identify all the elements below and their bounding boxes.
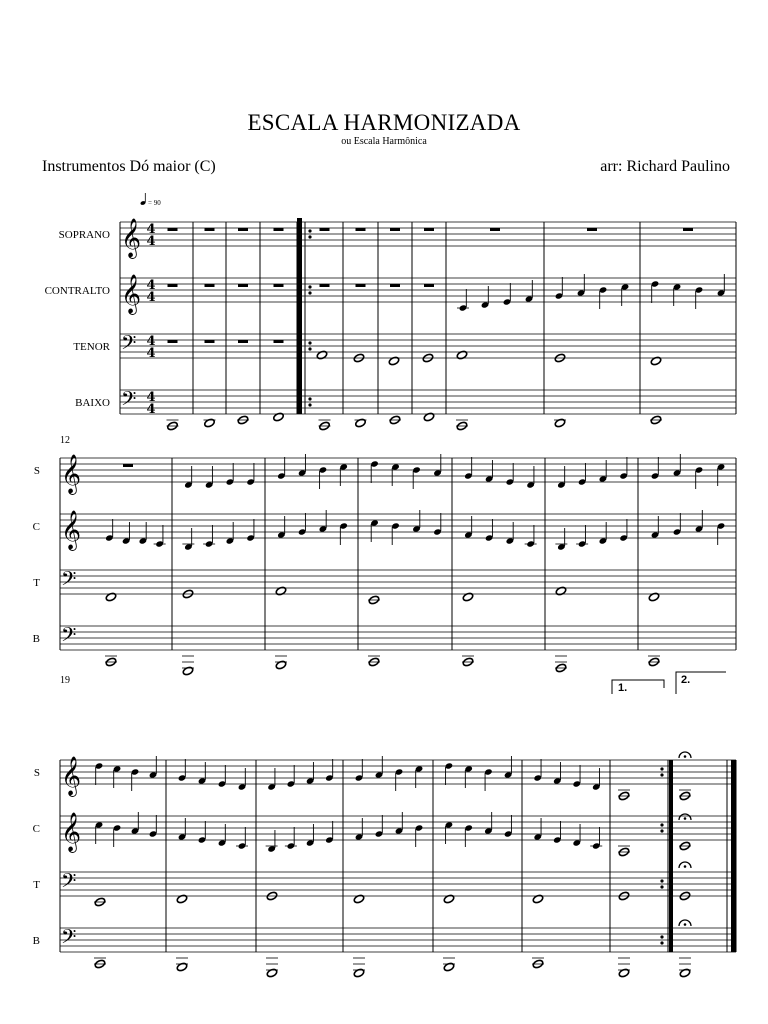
whole-rest xyxy=(390,284,400,287)
time-signature-denominator: 4 xyxy=(146,234,156,249)
whole-rest xyxy=(424,228,434,231)
whole-note xyxy=(443,894,455,904)
part-label: T xyxy=(33,577,40,589)
fermata-dot xyxy=(684,817,687,820)
whole-rest xyxy=(205,228,215,231)
whole-rest xyxy=(320,228,330,231)
treble-clef-icon: 𝄞 xyxy=(61,510,82,550)
part-label: BAIXO xyxy=(75,397,110,409)
time-signature-denominator: 4 xyxy=(146,346,156,361)
whole-note xyxy=(618,968,630,978)
repeat-start-thick-barline xyxy=(297,218,302,414)
repeat-dot xyxy=(660,885,663,888)
time-signature-numerator: 4 xyxy=(146,390,156,405)
bass-clef-icon: 𝄢 xyxy=(121,387,137,415)
repeat-dot xyxy=(660,767,663,770)
whole-rest xyxy=(238,228,248,231)
score-subtitle: ou Escala Harmônica xyxy=(341,136,427,147)
whole-note xyxy=(388,356,400,366)
treble-clef-icon: 𝄞 xyxy=(121,218,142,258)
whole-rest xyxy=(587,228,597,231)
volta-label-2: 2. xyxy=(681,674,691,686)
whole-note xyxy=(275,586,287,596)
treble-clef-icon: 𝄞 xyxy=(121,274,142,314)
treble-clef-icon: 𝄞 xyxy=(61,756,82,796)
part-label: CONTRALTO xyxy=(44,285,110,297)
time-signature-denominator: 4 xyxy=(146,402,156,417)
whole-note xyxy=(275,660,287,670)
time-signature-denominator: 4 xyxy=(146,290,156,305)
final-thick-barline xyxy=(731,760,736,952)
fermata-dot xyxy=(684,923,687,926)
whole-rest xyxy=(123,464,133,467)
measure-number: 19 xyxy=(60,675,70,686)
whole-rest xyxy=(274,284,284,287)
score-title: ESCALA HARMONIZADA xyxy=(247,110,521,135)
whole-note xyxy=(182,666,194,676)
whole-rest xyxy=(168,228,178,231)
part-label: C xyxy=(32,823,40,835)
part-label: B xyxy=(32,633,40,645)
whole-rest xyxy=(356,284,366,287)
tempo-mark: = 90 xyxy=(148,199,161,207)
whole-note xyxy=(443,962,455,972)
whole-note xyxy=(204,418,216,428)
whole-note xyxy=(355,418,367,428)
repeat-dot xyxy=(308,397,311,400)
whole-rest xyxy=(320,284,330,287)
whole-rest xyxy=(490,228,500,231)
bass-clef-icon: 𝄢 xyxy=(121,331,137,359)
whole-rest xyxy=(390,228,400,231)
repeat-dot xyxy=(308,285,311,288)
treble-clef-icon: 𝄞 xyxy=(61,812,82,852)
fermata-dot xyxy=(684,755,687,758)
part-label: T xyxy=(33,879,40,891)
repeat-dot xyxy=(660,773,663,776)
whole-note xyxy=(423,412,435,422)
time-signature-numerator: 4 xyxy=(146,222,156,237)
whole-rest xyxy=(168,340,178,343)
whole-note xyxy=(273,412,285,422)
whole-rest xyxy=(168,284,178,287)
whole-note xyxy=(176,962,188,972)
fermata-dot xyxy=(684,865,687,868)
bass-clef-icon: 𝄢 xyxy=(61,623,77,651)
whole-note xyxy=(554,418,566,428)
whole-note xyxy=(105,592,117,602)
whole-note xyxy=(456,350,468,360)
whole-note xyxy=(316,350,328,360)
bass-clef-icon: 𝄢 xyxy=(61,869,77,897)
whole-note xyxy=(555,586,567,596)
repeat-dot xyxy=(660,935,663,938)
repeat-dot xyxy=(308,229,311,232)
volta-label-1: 1. xyxy=(618,682,628,694)
treble-clef-icon: 𝄞 xyxy=(61,454,82,494)
repeat-dot xyxy=(308,347,311,350)
bass-clef-icon: 𝄢 xyxy=(61,567,77,595)
part-label: C xyxy=(32,521,40,533)
whole-rest xyxy=(274,228,284,231)
instrumentation-label: Instrumentos Dó maior (C) xyxy=(42,158,216,175)
whole-note xyxy=(353,894,365,904)
whole-rest xyxy=(238,340,248,343)
repeat-dot xyxy=(660,829,663,832)
part-label: TENOR xyxy=(73,341,110,353)
repeat-dot xyxy=(660,823,663,826)
part-label: S xyxy=(33,767,40,779)
part-label: S xyxy=(33,465,40,477)
repeat-dot xyxy=(660,941,663,944)
whole-note xyxy=(648,592,660,602)
whole-rest xyxy=(205,340,215,343)
whole-rest xyxy=(205,284,215,287)
measure-number: 12 xyxy=(60,435,70,446)
bass-clef-icon: 𝄢 xyxy=(61,925,77,953)
repeat-dot xyxy=(308,341,311,344)
repeat-dot xyxy=(308,235,311,238)
whole-rest xyxy=(274,340,284,343)
whole-note xyxy=(679,968,691,978)
whole-note xyxy=(532,894,544,904)
whole-note xyxy=(176,894,188,904)
arranger-credit: arr: Richard Paulino xyxy=(600,158,730,175)
whole-rest xyxy=(683,228,693,231)
part-label: SOPRANO xyxy=(58,229,110,241)
whole-note xyxy=(462,592,474,602)
whole-rest xyxy=(424,284,434,287)
whole-rest xyxy=(238,284,248,287)
repeat-end-thick-barline xyxy=(669,760,673,952)
time-signature-numerator: 4 xyxy=(146,278,156,293)
whole-note xyxy=(353,968,365,978)
whole-rest xyxy=(356,228,366,231)
repeat-dot xyxy=(308,291,311,294)
repeat-dot xyxy=(308,403,311,406)
time-signature-numerator: 4 xyxy=(146,334,156,349)
whole-note xyxy=(650,356,662,366)
repeat-dot xyxy=(660,879,663,882)
whole-note xyxy=(266,968,278,978)
part-label: B xyxy=(32,935,40,947)
